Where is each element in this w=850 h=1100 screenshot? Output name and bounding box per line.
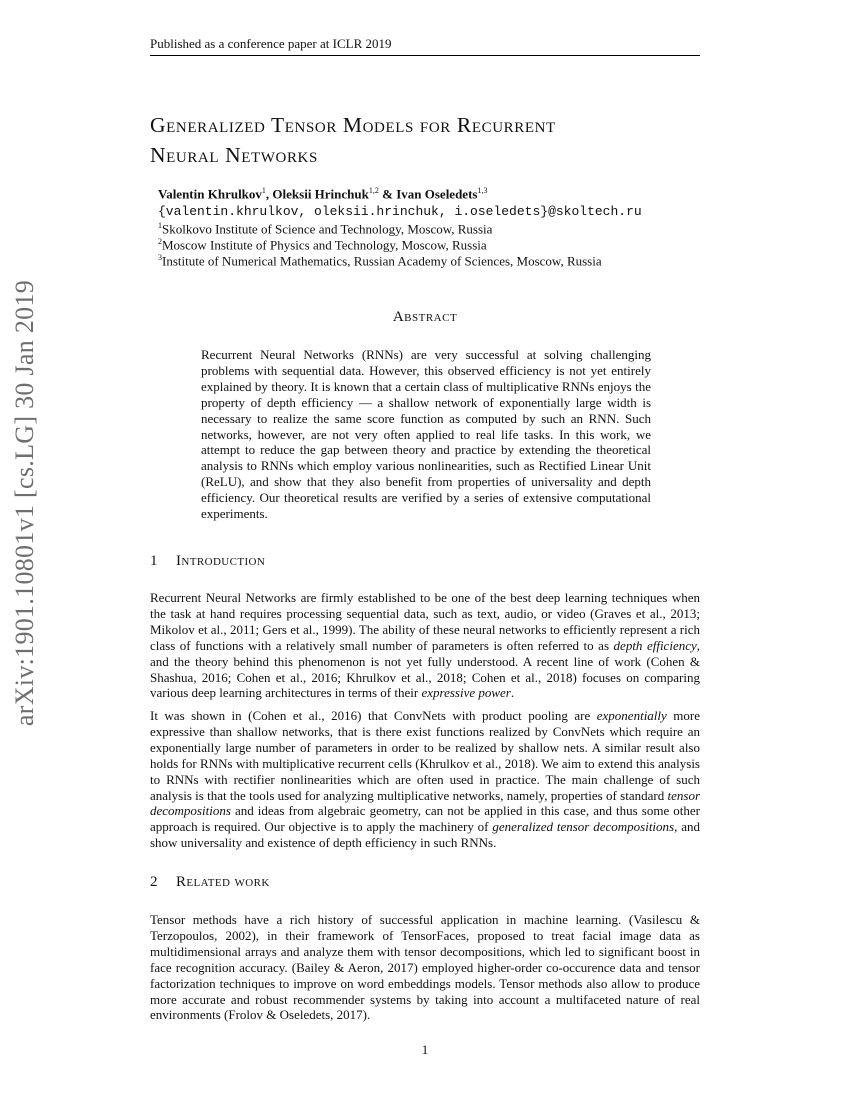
author-3: Ivan Oseledets — [396, 186, 478, 202]
affiliation-3-sup: 3 — [158, 253, 162, 262]
affiliation-2 — [158, 237, 487, 253]
section-2-title: Related work — [176, 874, 270, 890]
section-1-title: Introduction — [176, 553, 266, 569]
author-1: Valentin Khrulkov — [158, 186, 262, 202]
intro-p2-emphasis-1: exponentially — [596, 708, 667, 723]
affiliation-3-text: Institute of Numerical Mathematics, Russian Academy of Sciences, Moscow, Russia — [162, 253, 602, 269]
section-1-heading — [150, 553, 265, 570]
author-1-affil: 1 — [261, 186, 266, 195]
author-2-affil: 1,2 — [368, 186, 379, 195]
affiliation-2-text: Moscow Institute of Physics and Technology, Moscow, Russia — [162, 237, 487, 253]
intro-p2-emphasis-3: generalized tensor decompositions — [492, 819, 675, 835]
section-1-number: 1 — [150, 553, 158, 569]
related-p1-text: Tensor methods have a rich history of successful application in machine learning. (Vasilescu & Terzopoulos, 2002), in their framework of TensorFaces, proposed to treat facial image data as multidimensional arrays and analyze them with tensor decompositions, which led to significant boost in face recognition accuracy. (Bailey & Aeron, 2017) employed higher-order co-occurence data and tensor factorization techniques to improve on word embeddings models. Tensor methods also allow to produce more accurate and robust recommender systems by taking into account a multifaceted nature of real environments (Frolov & Oseledets, 2017). — [150, 912, 700, 1023]
author-3-affil: 1,3 — [477, 186, 488, 195]
author-sep-2: & — [378, 186, 397, 202]
intro-p2-emphasis-2: tensor decompositions — [150, 787, 700, 819]
intro-p1-emphasis-1: depth efficiency — [613, 637, 697, 653]
title-line-2: Neural Networks — [150, 143, 318, 167]
intro-p1-text-b: , and the theory behind this phenomenon is not yet fully understood. A recent line of work (Cohen & Shashua, 2016; Cohen et al., 2016; Khrulkov et al., 2018; Cohen et al., 2018) focuses on comparing various deep learning architectures in terms of their — [150, 637, 701, 701]
header-rule — [150, 55, 700, 56]
intro-p2-text-d: , and show universality and existence of depth efficiency in such RNNs. — [150, 819, 700, 851]
title-line-1: Generalized Tensor Models for Recurrent — [150, 113, 556, 137]
affiliation-2-sup: 2 — [158, 237, 162, 246]
intro-paragraph-2 — [150, 708, 700, 851]
author-emails: {valentin.khrulkov, oleksii.hrinchuk, i.oseledets}@skoltech.ru — [158, 204, 642, 219]
page-number: 1 — [421, 1042, 429, 1057]
intro-p1-text-c: . — [510, 685, 515, 701]
section-2-number: 2 — [150, 874, 158, 890]
affiliation-1 — [158, 221, 492, 237]
related-paragraph-1 — [150, 912, 700, 1023]
paper-title — [150, 110, 710, 170]
affiliation-3 — [158, 253, 602, 269]
arxiv-stamp-container — [0, 279, 50, 726]
intro-paragraph-1 — [150, 590, 700, 701]
affiliation-1-text: Skolkovo Institute of Science and Technology, Moscow, Russia — [162, 221, 493, 237]
running-header: Published as a conference paper at ICLR 2019 — [150, 36, 392, 51]
abstract-heading: Abstract — [392, 309, 458, 325]
abstract-body: Recurrent Neural Networks (RNNs) are very successful at solving challenging problems with sequential data. However, this observed efficiency is not yet entirely explained by theory. It is known that a certain class of multiplicative RNNs enjoys the property of depth efficiency — a shallow network of exponentially large width is necessary to realize the same score function as computed by such an RNN. Such networks, however, are not very often applied to real life tasks. In this work, we attempt to reduce the gap between theory and practice by extending the theoretical analysis to RNNs which employ various nonlinearities, such as Rectified Linear Unit (ReLU), and show that they also benefit from properties of universality and depth efficiency. Our theoretical results are verified by a series of extensive computational experiments. — [201, 347, 651, 522]
intro-p2-text-a: It was shown in (Cohen et al., 2016) that ConvNets with product pooling are — [150, 708, 597, 723]
arxiv-stamp: arXiv:1901.10801v1 [cs.LG] 30 Jan 2019 — [10, 279, 39, 726]
intro-p1-emphasis-2: expressive power — [421, 685, 511, 701]
intro-p2-text-c: and ideas from algebraic geometry, can not be applied in this case, and thus some other approach is required. Our objective is to apply the machinery of — [150, 803, 700, 835]
author-list — [158, 186, 487, 202]
intro-p1-text-a: Recurrent Neural Networks are firmly established to be one of the best deep learning techniques when the task at hand requires processing sequential data, such as text, audio, or video (Graves et al., 2013; Mikolov et al., 2011; Gers et al., 1999). The ability of these neural networks to efficiently represent a rich class of functions with a relatively small number of parameters is often referred to as — [150, 590, 700, 653]
author-sep-1: , — [265, 186, 273, 202]
intro-p2-text-b: more expressive than shallow networks, that is there exist functions realized by ConvNets which require an exponentially large number of parameters in order to be realized by shallow nets. A similar result also holds for RNNs with multiplicative recurrent cells (Khrulkov et al., 2018). We aim to extend this analysis to RNNs with rectifier nonlinearities which are often used in practice. The main challenge of such analysis is that the tools used for analyzing multiplicative networks, namely, properties of standard — [150, 708, 700, 803]
affiliation-1-sup: 1 — [158, 221, 162, 230]
section-2-heading — [150, 874, 270, 891]
author-2: Oleksii Hrinchuk — [272, 186, 369, 202]
